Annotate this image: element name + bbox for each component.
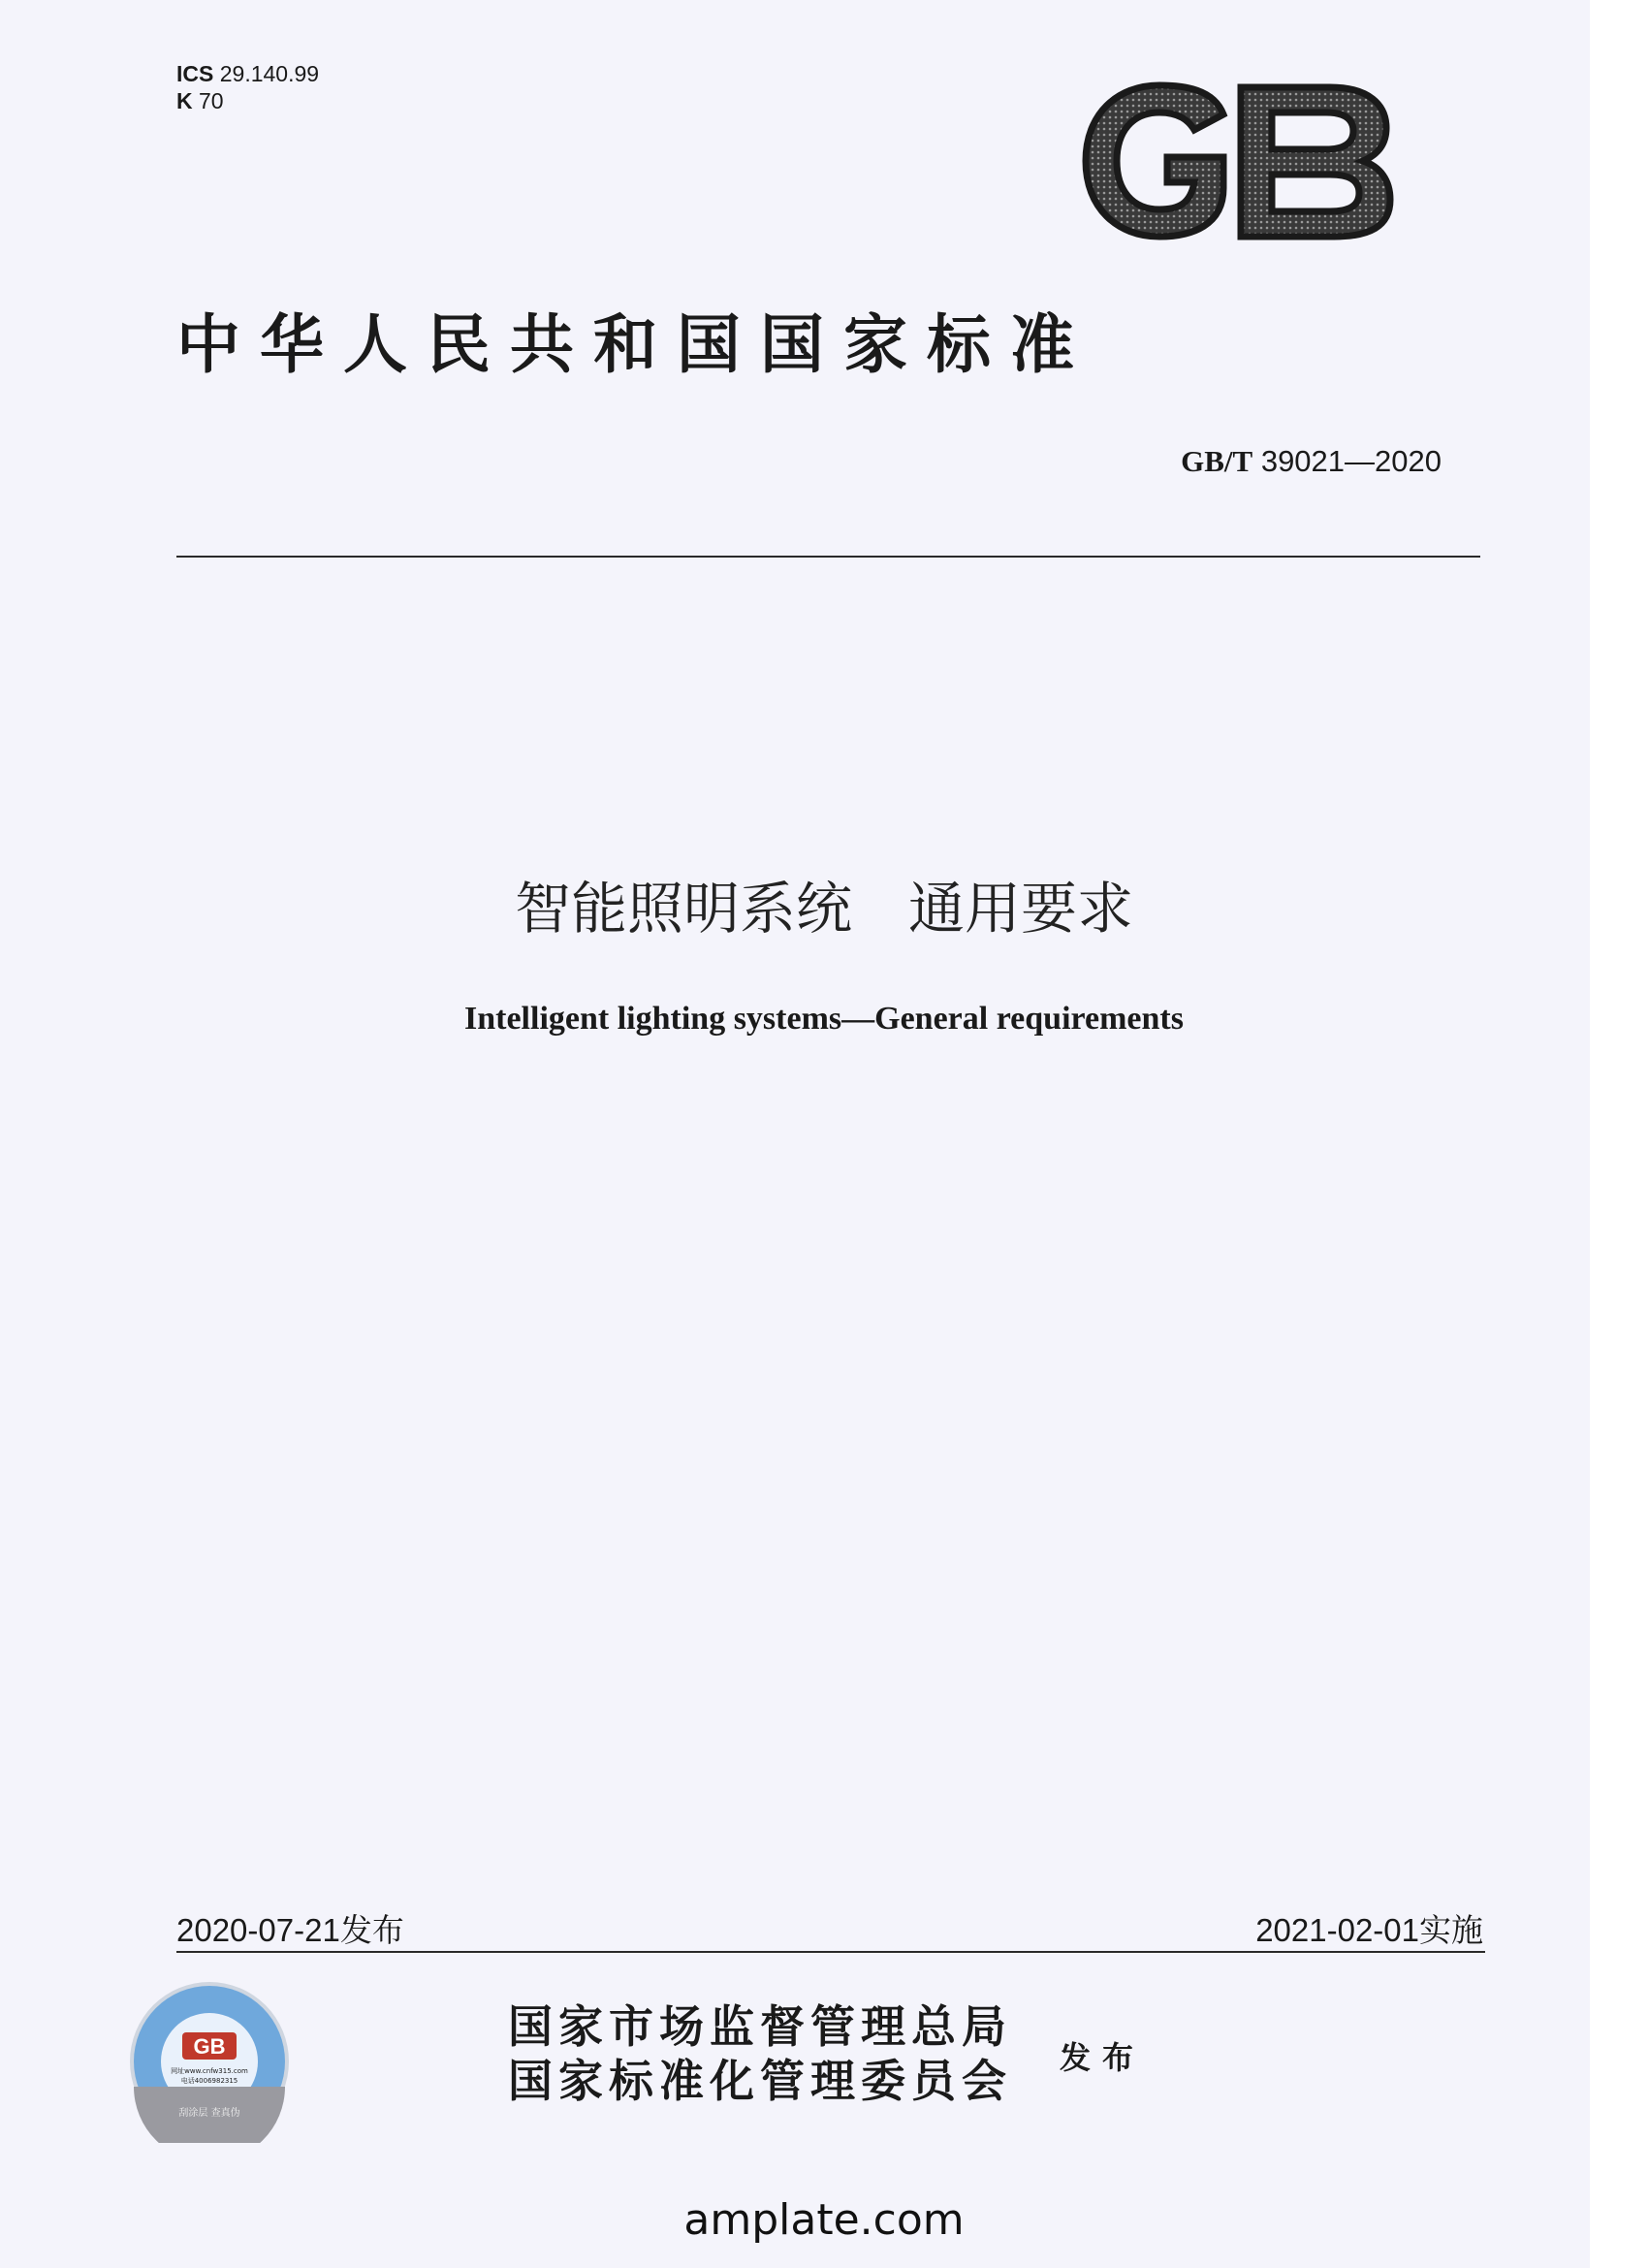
ics-code (176, 60, 319, 87)
gb-logo (1078, 80, 1394, 242)
implementation-date-value: 2021-02-01 (1255, 1912, 1419, 1948)
implementation-date (1255, 1905, 1483, 1951)
watermark-text: amplate.com (683, 2195, 965, 2245)
ccs-code (176, 87, 319, 114)
issue-date (176, 1905, 404, 1951)
issuing-authorities (508, 1999, 1012, 2108)
standard-title-chinese: 智能照明系统 通用要求 (514, 876, 1133, 942)
standard-title-english: Intelligent lighting systems—General requirements (464, 1001, 1184, 1037)
standard-prefix: GB/T (1181, 444, 1253, 478)
scan-margin (1590, 0, 1648, 2268)
ccs-value: 70 (199, 88, 224, 113)
issuer-samr: 国家市场监督管理总局 (508, 2000, 1012, 2053)
standard-number (1181, 444, 1442, 479)
seal-logo-text: GB (193, 2034, 226, 2059)
classification-codes (176, 60, 319, 114)
header-rule (176, 556, 1480, 558)
issuer-sac: 国家标准化管理委员会 (508, 2055, 1012, 2107)
footer-rule (176, 1951, 1485, 1953)
ics-label: ICS (176, 61, 214, 86)
seal-phone: 电话4006982315 (180, 2077, 238, 2085)
issue-date-value: 2020-07-21 (176, 1912, 340, 1948)
seal-scratch-label: 刮涂层 查真伪 (178, 2108, 240, 2119)
ccs-label: K (176, 88, 193, 113)
ics-value: 29.140.99 (219, 61, 320, 86)
issue-date-label: 发布 (339, 1912, 404, 1948)
national-standard-title: 中华人民共和国国家标准 (176, 306, 1093, 382)
implementation-date-label: 实施 (1419, 1912, 1483, 1948)
standard-code: 39021—2020 (1260, 444, 1442, 478)
seal-website: 网址www.cnfw315.com (171, 2067, 248, 2075)
anti-counterfeit-seal (128, 1980, 291, 2143)
publish-label: 发布 (1060, 2039, 1146, 2076)
